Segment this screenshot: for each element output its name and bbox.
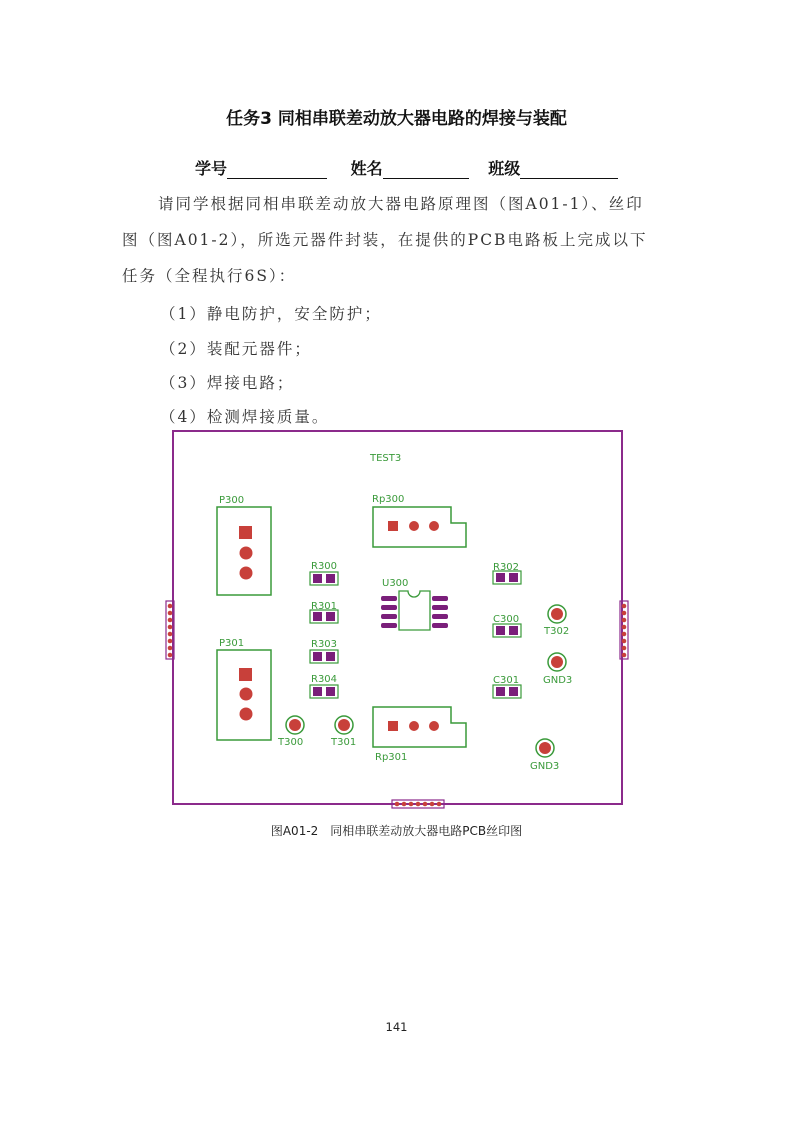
page-title: 任务3 同相串联差动放大器电路的焊接与装配 — [226, 109, 567, 129]
page-number: 141 — [385, 1020, 408, 1034]
c300-label: C300 — [493, 614, 520, 625]
board-name-label: TEST3 — [370, 453, 402, 464]
task-item-3: （3）焊接电路； — [160, 374, 295, 392]
r303-label: R303 — [311, 639, 338, 650]
intro-line-1: 请同学根据同相串联差动放大器电路原理图（图A01-1）、丝印 — [158, 195, 644, 213]
task-item-1: （1）静电防护，安全防护； — [160, 305, 382, 323]
r301-label: R301 — [311, 601, 338, 612]
u300-pads — [381, 596, 448, 628]
name-label: 姓名 — [350, 159, 383, 178]
r304-label: R304 — [311, 674, 338, 685]
rp300-label: Rp300 — [372, 494, 405, 505]
t301-label: T301 — [331, 737, 357, 748]
task-item-2: （2）装配元器件； — [160, 340, 312, 358]
class-label: 班级 — [488, 159, 521, 178]
p301-label: P301 — [219, 638, 245, 649]
r302-label: R302 — [493, 562, 520, 573]
left-edge-connector — [168, 604, 173, 658]
u300-label: U300 — [382, 578, 409, 589]
student-id-label: 学号 — [195, 159, 228, 178]
figure-caption: 图A01-2 同相串联差动放大器电路PCB丝印图 — [270, 824, 523, 838]
rp301-label: Rp301 — [375, 752, 408, 763]
intro-line-3: 任务（全程执行6S）： — [122, 267, 297, 285]
u300-outline — [399, 591, 430, 630]
gnd3-label-1: GND3 — [543, 675, 573, 686]
rp301-outline — [373, 707, 466, 747]
intro-line-2: 图（图A01-2），所选元器件封装，在提供的PCB电路板上完成以下 — [122, 231, 648, 249]
task-item-4: （4）检测焊接质量。 — [160, 408, 330, 426]
r300-label: R300 — [311, 561, 338, 572]
t300-label: T300 — [278, 737, 304, 748]
c301-label: C301 — [493, 675, 520, 686]
t302-label: T302 — [544, 626, 570, 637]
p300-label: P300 — [219, 495, 245, 506]
rp300-outline — [373, 507, 466, 547]
gnd3-label-2: GND3 — [530, 761, 560, 772]
